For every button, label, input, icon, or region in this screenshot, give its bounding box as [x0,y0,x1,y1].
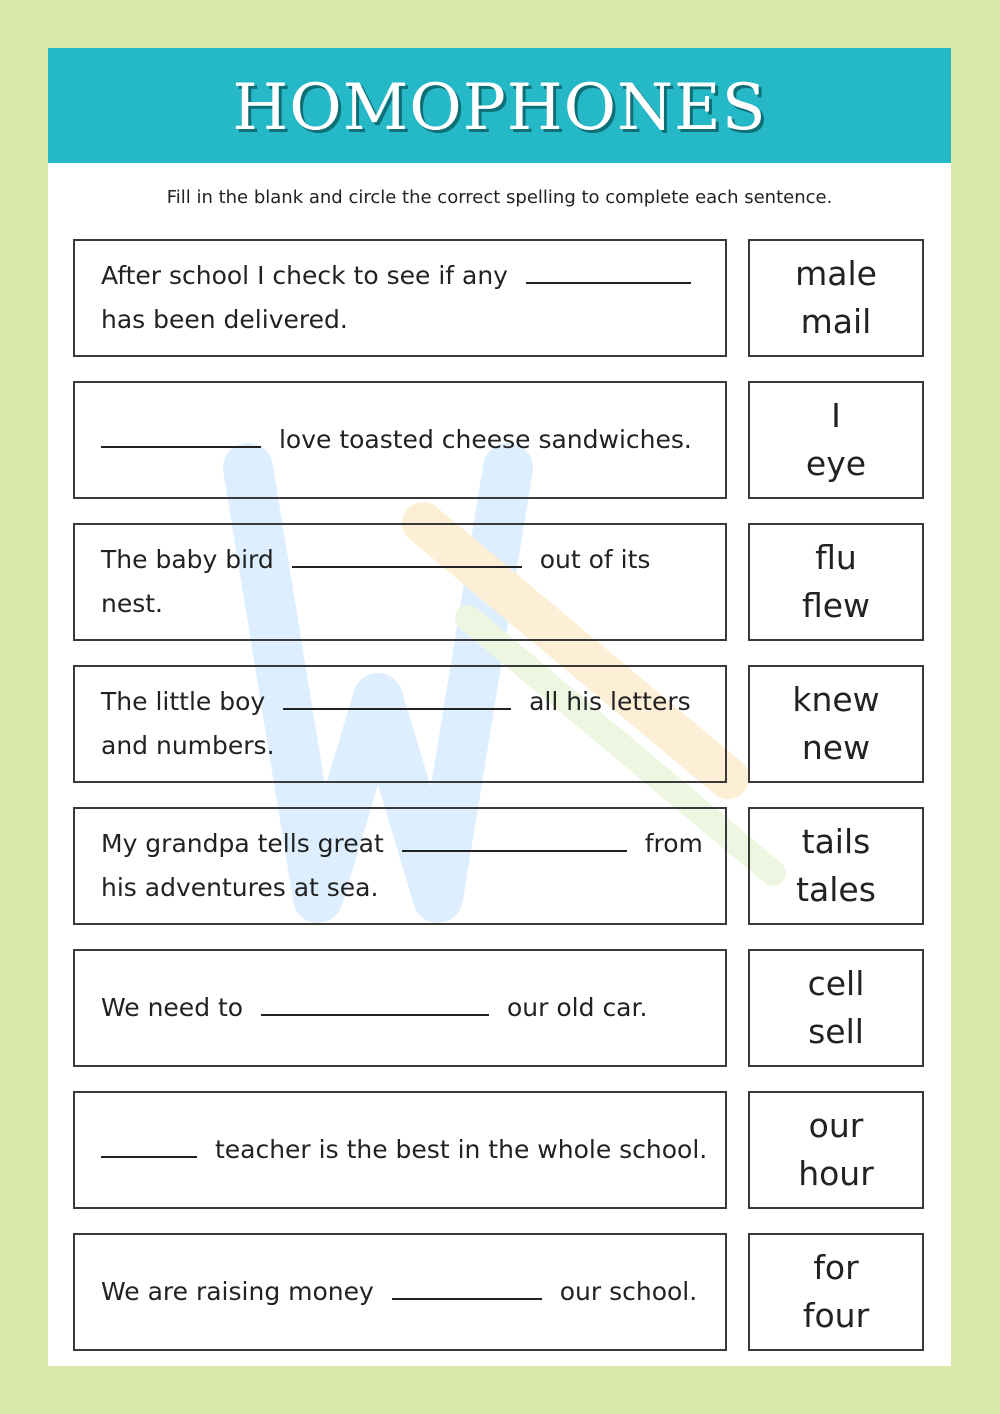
choice-word[interactable]: hour [798,1154,874,1193]
choice-word[interactable]: I [831,396,841,435]
sentence-after: teacher is the best in the whole school. [214,1135,708,1164]
choice-word[interactable]: our [808,1106,864,1145]
choice-word[interactable]: for [813,1248,859,1287]
sentence-before: We need to [101,993,244,1022]
sentence-before: The little boy [101,687,266,716]
sentence-box [73,523,727,641]
page-title: HOMOPHONES [232,70,767,145]
choice-word[interactable]: sell [808,1012,864,1051]
choice-word[interactable]: tails [801,822,871,861]
sentence-text [101,1128,713,1172]
question-list [73,239,928,1375]
sentence-text [101,1270,713,1314]
sentence-text [101,822,713,910]
question-row-7 [73,1091,928,1209]
question-row-5 [73,807,928,925]
choice-box [748,239,924,357]
choice-box [748,665,924,783]
answer-blank[interactable] [402,824,627,852]
header-banner [48,48,951,163]
question-row-4 [73,665,928,783]
question-row-8 [73,1233,928,1351]
answer-blank[interactable] [392,1272,542,1300]
choice-word[interactable]: flu [815,538,857,577]
question-row-6 [73,949,928,1067]
sentence-before: The baby bird [101,545,274,574]
question-row-2 [73,381,928,499]
sentence-box [73,381,727,499]
choice-box [748,807,924,925]
instructions-text: Fill in the blank and circle the correct spelling to complete each sentence. [166,187,833,208]
sentence-box [73,239,727,357]
choice-word[interactable]: new [801,728,871,767]
choice-box [748,523,924,641]
choice-word[interactable]: four [802,1296,870,1335]
question-row-3 [73,523,928,641]
sentence-after: from his adventures at sea. [101,829,703,902]
sentence-before: After school I check to see if any [101,261,508,290]
answer-blank[interactable] [526,256,691,284]
sentence-text [101,538,713,626]
sentence-box [73,949,727,1067]
choice-box [748,1233,924,1351]
answer-blank[interactable] [101,420,261,448]
choice-word[interactable]: cell [807,964,865,1003]
sentence-after: our old car. [507,993,648,1022]
answer-blank[interactable] [101,1130,197,1158]
worksheet-page [48,48,951,1366]
sentence-text [101,680,713,768]
choice-box [748,381,924,499]
sentence-after: all his letters and numbers. [101,687,691,760]
sentence-before: We are raising money [101,1277,374,1306]
choice-word[interactable]: tales [796,870,876,909]
choice-word[interactable]: knew [792,680,880,719]
choice-box [748,949,924,1067]
choice-word[interactable]: mail [800,302,872,341]
sentence-box [73,1233,727,1351]
answer-blank[interactable] [283,682,511,710]
sentence-after: love toasted cheese sandwiches. [278,425,692,454]
sentence-box [73,807,727,925]
sentence-text [101,254,713,342]
answer-blank[interactable] [292,540,522,568]
sentence-after: out of its nest. [101,545,651,618]
choice-box [748,1091,924,1209]
choice-word[interactable]: eye [805,444,867,483]
question-row-1 [73,239,928,357]
sentence-box [73,1091,727,1209]
sentence-text [101,418,713,462]
sentence-text [101,986,713,1030]
sentence-after: our school. [559,1277,698,1306]
answer-blank[interactable] [261,988,489,1016]
sentence-after: has been delivered. [101,305,348,334]
choice-word[interactable]: male [795,254,877,293]
choice-word[interactable]: flew [801,586,871,625]
sentence-before: My grandpa tells great [101,829,384,858]
sentence-box [73,665,727,783]
